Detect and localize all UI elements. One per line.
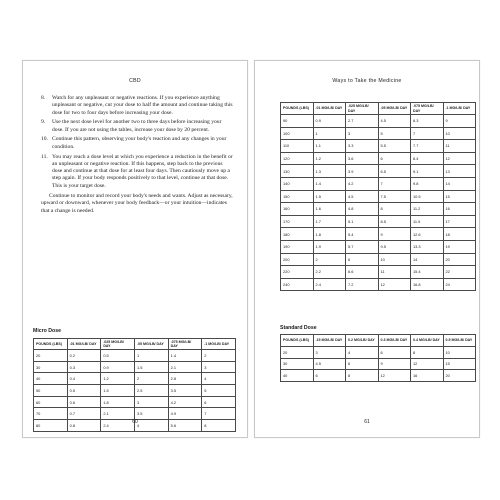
column-header: POUNDS (LBS)	[281, 103, 314, 115]
weight-cell: 240	[281, 278, 314, 291]
dose-cell: 12.6	[411, 228, 444, 241]
table-row	[34, 385, 236, 397]
step-number: 9.	[41, 119, 46, 126]
table-row	[34, 396, 236, 408]
closing-paragraph: Continue to monitor and record your body's needs and wants. Adjust as necessary, upward or downward, whenever your body feedback—or your intuition—indicates that a change is needed.	[41, 193, 233, 214]
dose-cell: 8	[411, 347, 444, 359]
table-row	[281, 370, 476, 382]
dose-cell: 1.5	[101, 385, 135, 397]
table-row	[281, 115, 476, 128]
dose-cell: 0.8	[67, 420, 101, 432]
micro-dose-table-continued	[280, 102, 476, 291]
dose-cell: 3.5	[168, 385, 202, 397]
dose-cell: 19	[443, 240, 476, 253]
weight-cell: 40	[34, 373, 68, 385]
dose-cell: 8	[202, 420, 236, 432]
table-row	[281, 152, 476, 165]
dose-cell: 7.7	[411, 140, 444, 153]
weight-cell: 200	[281, 253, 314, 266]
dose-cell: 12	[378, 370, 411, 382]
column-header: .01 MG/LB/ DAY	[313, 103, 346, 115]
dose-cell: 8	[378, 203, 411, 216]
standard-dose-rows	[281, 347, 476, 382]
dose-cell: 2.1	[101, 408, 135, 420]
step-number: 8.	[41, 95, 46, 101]
dose-cell: 0.5	[101, 350, 135, 362]
column-header: .1 MG/LB/ DAY	[202, 339, 236, 350]
dose-cell: 3	[134, 396, 168, 408]
column-header: POUNDS (LBS)	[34, 339, 68, 350]
dose-cell: 0.3	[67, 361, 101, 373]
column-header: .05 MG/LB/ DAY	[378, 103, 411, 115]
table-row	[281, 240, 476, 253]
dose-cell: 22	[443, 266, 476, 279]
step-8	[41, 95, 233, 117]
weight-cell: 170	[281, 215, 314, 228]
table-row	[281, 127, 476, 140]
dose-cell: 6	[378, 347, 411, 359]
dose-cell: 16	[411, 370, 444, 382]
dose-cell: 9	[443, 115, 476, 128]
weight-cell: 80	[34, 420, 68, 432]
dose-cell: 1.1	[313, 140, 346, 153]
dose-cell: 4.8	[346, 203, 379, 216]
weight-cell: 50	[34, 385, 68, 397]
dose-cell: 9.1	[411, 165, 444, 178]
dose-cell: 1.3	[313, 165, 346, 178]
dose-cell: 17	[443, 215, 476, 228]
weight-cell: 60	[34, 396, 68, 408]
table-row	[281, 140, 476, 153]
weight-cell: 220	[281, 266, 314, 279]
dose-cell: 18	[443, 228, 476, 241]
dose-cell: 7.5	[378, 190, 411, 203]
micro-dose-title: Micro Dose	[33, 328, 61, 334]
column-header: .075 MG/LB/ DAY	[411, 103, 444, 115]
column-header: 0.5 MG/LB/ DAY	[443, 335, 476, 347]
dose-cell: 0.4	[67, 373, 101, 385]
micro-dose-table	[33, 338, 236, 432]
column-header: 0.2 MG/LB/ DAY	[346, 335, 379, 347]
dose-cell: 3	[313, 347, 346, 359]
dose-cell: 2	[202, 350, 236, 362]
table-row	[281, 253, 476, 266]
dose-cell: 4.2	[168, 396, 202, 408]
weight-cell: 150	[281, 190, 314, 203]
dose-cell: 4	[134, 420, 168, 432]
dose-cell: 16.8	[411, 278, 444, 291]
column-header: .025 MG/LB/ DAY	[346, 103, 379, 115]
weight-cell: 120	[281, 152, 314, 165]
dose-cell: 3	[202, 361, 236, 373]
dose-cell: 9	[378, 228, 411, 241]
dose-cell: 6.3	[411, 115, 444, 128]
column-header: POUNDS (LBS)	[281, 335, 314, 347]
dose-cell: 11.2	[411, 203, 444, 216]
step-number: 10.	[41, 136, 48, 143]
table-row	[281, 190, 476, 203]
dose-cell: 0.7	[67, 408, 101, 420]
standard-dose-table	[280, 334, 476, 382]
table-row	[34, 350, 236, 362]
dose-cell: 5.4	[346, 228, 379, 241]
dose-cell: 8.4	[411, 152, 444, 165]
weight-cell: 190	[281, 240, 314, 253]
dose-cell: 1	[313, 127, 346, 140]
dose-cell: 1.7	[313, 215, 346, 228]
dose-cell: 1.8	[101, 396, 135, 408]
dose-cell: 6	[313, 370, 346, 382]
weight-cell: 30	[281, 358, 314, 370]
step-text: Watch for any unpleasant or negative reactions. If you experience anything unpleasant or negative, cut your dose to half the amount and continue taking this dose for two to four days before increasing your dose.	[52, 95, 233, 116]
dose-cell: 2	[134, 373, 168, 385]
dose-cell: 7	[411, 127, 444, 140]
instruction-text	[41, 95, 233, 215]
dose-cell: 1.6	[313, 203, 346, 216]
column-header: .15 MG/LB/ DAY	[313, 335, 346, 347]
dose-cell: 7	[202, 408, 236, 420]
weight-cell: 140	[281, 177, 314, 190]
table-row	[281, 266, 476, 279]
dose-cell: 1	[134, 350, 168, 362]
table-row	[281, 278, 476, 291]
table-row	[34, 408, 236, 420]
dose-cell: 3.5	[134, 408, 168, 420]
step-10	[41, 136, 233, 151]
dose-cell: 6.6	[346, 266, 379, 279]
dose-cell: 3.9	[346, 165, 379, 178]
dose-cell: 1.9	[313, 240, 346, 253]
step-text: Use the next dose level for another two to three days before increasing your dose. If you are not using the tables, increase your dose by 20 percent.	[52, 119, 222, 133]
dose-cell: 4.9	[168, 408, 202, 420]
dose-cell: 1.2	[313, 152, 346, 165]
dose-cell: 15.4	[411, 266, 444, 279]
table-row	[281, 165, 476, 178]
dose-cell: 4	[202, 373, 236, 385]
dose-cell: 3.3	[346, 140, 379, 153]
dose-cell: 2.5	[134, 385, 168, 397]
dose-cell: 3.6	[346, 152, 379, 165]
running-head-right: Ways to Take the Medicine	[332, 78, 402, 84]
step-number: 11.	[41, 153, 48, 160]
dose-cell: 5	[202, 385, 236, 397]
page-number-left: 60	[132, 419, 138, 425]
table-header-row	[281, 335, 476, 347]
weight-cell: 70	[34, 408, 68, 420]
dose-cell: 2.1	[168, 361, 202, 373]
page-number-right: 61	[364, 419, 370, 425]
dose-cell: 0.9	[313, 115, 346, 128]
dose-cell: 10	[378, 253, 411, 266]
dose-cell: 7	[378, 177, 411, 190]
weight-cell: 160	[281, 203, 314, 216]
column-header: .075 MG/LB/ DAY	[168, 339, 202, 350]
dose-cell: 15	[443, 190, 476, 203]
dose-cell: 6	[378, 152, 411, 165]
dose-cell: 2.8	[168, 373, 202, 385]
step-text: You may reach a dose level at which you experience a reduction in the benefit or an unpleasant or negative reaction. If this happens, step back to the previous dose and continue at that dose for at least four days. Then cautiously move up a step again. If your body responds positively to that level, continue at that dose. This is your target dose.	[52, 153, 233, 189]
column-header: .05 MG/LB/ DAY	[134, 339, 168, 350]
dose-cell: 6.5	[378, 165, 411, 178]
column-header: 0.4 MG/LB/ DAY	[411, 335, 444, 347]
table-row	[281, 177, 476, 190]
step-text: Continue this pattern, observing your body's reaction and any changes in your condition.	[52, 136, 227, 150]
dose-cell: 5.6	[168, 420, 202, 432]
dose-cell: 4.2	[346, 177, 379, 190]
dose-cell: 12	[378, 278, 411, 291]
dose-cell: 12	[411, 358, 444, 370]
step-9	[41, 119, 233, 134]
dose-cell: 1.4	[313, 177, 346, 190]
table-row	[281, 203, 476, 216]
dose-cell: 6	[346, 253, 379, 266]
dose-cell: 3	[346, 127, 379, 140]
dose-cell: 14	[443, 177, 476, 190]
dose-cell: 4.5	[313, 358, 346, 370]
column-header: .01 MG/LB/ DAY	[67, 339, 101, 350]
table-row	[281, 347, 476, 359]
weight-cell: 110	[281, 140, 314, 153]
dose-cell: 2.7	[346, 115, 379, 128]
dose-cell: 1.2	[101, 373, 135, 385]
right-page	[254, 60, 480, 438]
dose-cell: 8	[346, 370, 379, 382]
dose-cell: 1.5	[313, 190, 346, 203]
dose-cell: 0.6	[67, 396, 101, 408]
dose-cell: 4.5	[378, 115, 411, 128]
dose-cell: 20	[443, 370, 476, 382]
dose-cell: 5.1	[346, 215, 379, 228]
dose-cell: 11.9	[411, 215, 444, 228]
table-header-row	[34, 339, 236, 350]
dose-cell: 9.8	[411, 177, 444, 190]
dose-cell: 8.5	[378, 215, 411, 228]
dose-cell: 5	[378, 127, 411, 140]
dose-cell: 11	[378, 266, 411, 279]
column-header: .025 MG/LB/ DAY	[101, 339, 135, 350]
table-row	[281, 215, 476, 228]
dose-cell: 10	[443, 127, 476, 140]
dose-cell: 10	[443, 347, 476, 359]
column-header: .1 MG/LB/ DAY	[443, 103, 476, 115]
column-header: 0.3 MG/LB/ DAY	[378, 335, 411, 347]
dose-cell: 2.2	[313, 266, 346, 279]
dose-cell: 16	[443, 203, 476, 216]
standard-dose-title: Standard Dose	[280, 325, 317, 331]
dose-cell: 1.5	[134, 361, 168, 373]
dose-cell: 13.3	[411, 240, 444, 253]
dose-cell: 1.4	[168, 350, 202, 362]
dose-cell: 9	[378, 358, 411, 370]
dose-cell: 2.4	[101, 420, 135, 432]
running-head-left: CBD	[129, 78, 141, 84]
dose-cell: 6	[346, 358, 379, 370]
table-row	[34, 361, 236, 373]
left-page	[22, 60, 248, 438]
weight-cell: 90	[281, 115, 314, 128]
table-header-row	[281, 103, 476, 115]
dose-cell: 5.5	[378, 140, 411, 153]
dose-cell: 20	[443, 253, 476, 266]
dose-cell: 13	[443, 165, 476, 178]
dose-cell: 5.7	[346, 240, 379, 253]
weight-cell: 20	[281, 347, 314, 359]
dose-cell: 0.9	[101, 361, 135, 373]
dose-cell: 1.8	[313, 228, 346, 241]
weight-cell: 20	[34, 350, 68, 362]
dose-cell: 4.5	[346, 190, 379, 203]
dose-cell: 6	[202, 396, 236, 408]
table-row	[34, 373, 236, 385]
dose-rows	[281, 115, 476, 291]
dose-cell: 2.4	[313, 278, 346, 291]
dose-cell: 2	[313, 253, 346, 266]
dose-cell: 11	[443, 140, 476, 153]
dose-cell: 4	[346, 347, 379, 359]
dose-cell: 15	[443, 358, 476, 370]
weight-cell: 100	[281, 127, 314, 140]
dose-cell: 10.5	[411, 190, 444, 203]
dose-cell: 9.5	[378, 240, 411, 253]
table-row	[281, 228, 476, 241]
weight-cell: 130	[281, 165, 314, 178]
table-row	[281, 358, 476, 370]
dose-cell: 24	[443, 278, 476, 291]
dose-cell: 14	[411, 253, 444, 266]
weight-cell: 40	[281, 370, 314, 382]
weight-cell: 30	[34, 361, 68, 373]
dose-cell: 7.2	[346, 278, 379, 291]
dose-cell: 12	[443, 152, 476, 165]
weight-cell: 180	[281, 228, 314, 241]
dose-cell: 0.2	[67, 350, 101, 362]
dose-cell: 0.5	[67, 385, 101, 397]
step-11	[41, 154, 233, 190]
